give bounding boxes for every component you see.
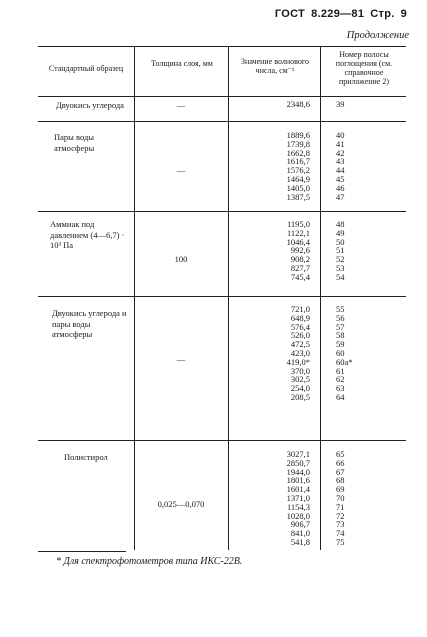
group-separator (38, 440, 406, 441)
substance-label: Пары воды атмосферы (54, 132, 95, 153)
band-number: 50 (336, 236, 345, 247)
wavenumber-value: 1371,0 (286, 492, 310, 503)
wavenumber-value: 908,2 (290, 254, 310, 265)
band-number: 57 (336, 321, 345, 332)
band-list (336, 131, 376, 201)
wavenumber-value: 541,8 (290, 536, 310, 547)
band-list (336, 220, 376, 282)
band-number: 56 (336, 312, 345, 323)
wavenumber-value: 1387,5 (286, 191, 310, 202)
band-number: 74 (336, 528, 345, 539)
band-number: 45 (336, 173, 345, 184)
band-number: 55 (336, 304, 345, 314)
band-number: 61 (336, 365, 345, 376)
band-number: 42 (336, 147, 345, 158)
band-number: 62 (336, 374, 345, 385)
wavenumber-value: 1739,8 (286, 138, 310, 149)
wavenumber-value: 1195,0 (286, 219, 310, 229)
group-separator (38, 296, 406, 297)
group-separator (38, 121, 406, 122)
band-number: 52 (336, 254, 345, 265)
wavenumber-value: 1576,2 (286, 165, 310, 176)
wavenumber-value: 419,0* (286, 356, 310, 367)
standard-label: ГОСТ (274, 8, 306, 20)
band-number: 47 (336, 191, 345, 202)
wavenumber-value: 1405,0 (286, 182, 310, 193)
band-number: 67 (336, 466, 345, 477)
page-header (269, 8, 407, 20)
band-number: 46 (336, 182, 345, 193)
wavenumber-value: 1122,1 (286, 227, 310, 238)
wavenumber-value: 992,6 (290, 245, 310, 256)
band-number: 59 (336, 339, 345, 350)
wavenumber-value: 3027,1 (286, 449, 310, 459)
substance-label: Двуокись углерода (56, 100, 124, 110)
band-number: 48 (336, 219, 345, 229)
footnote: * Для спектрофотометров типа ИКС-22В. (56, 556, 243, 567)
column-header-sample: Стандартный образец (48, 64, 124, 73)
wavenumber-value: 745,4 (290, 271, 310, 282)
page-number: 9 (400, 8, 407, 20)
wavenumber-value: 208,5 (290, 391, 310, 402)
wavenumber-value: 841,0 (290, 528, 310, 539)
wavenumber-list (255, 220, 310, 282)
header-bottom-rule (38, 96, 406, 97)
band-number: 60 (336, 347, 345, 358)
wavenumber-value: 254,0 (290, 383, 310, 394)
band-list (336, 450, 376, 547)
band-number: 60а* (336, 356, 353, 367)
column-header-thickness: Толщина слоя, мм (151, 59, 213, 68)
band-number: 53 (336, 262, 345, 273)
wavenumber-value: 1889,6 (286, 130, 310, 140)
substance-label: Двуокись углерода и пары воды атмосферы (52, 308, 127, 339)
wavenumber-value: 721,0 (290, 304, 310, 314)
band-number: 44 (336, 165, 345, 176)
band-number: 63 (336, 383, 345, 394)
wavenumber-value: 1662,8 (286, 147, 310, 158)
wavenumber-value: 2850,7 (286, 457, 310, 468)
wavenumber-value: 1028,0 (286, 510, 310, 521)
wavenumber-value: 827,7 (290, 262, 310, 273)
wavenumber-list (255, 305, 310, 402)
band-number: 64 (336, 391, 345, 402)
standard-number: 8.229—81 (311, 8, 365, 20)
wavenumber-value: 1616,7 (286, 156, 310, 167)
band-number: 69 (336, 484, 345, 495)
footnote-rule (38, 551, 126, 552)
band-number: 51 (336, 245, 345, 256)
substance-label: Аммиак под давлением (4—6,7) · 10³ Па (50, 219, 125, 250)
wavenumber-value: 423,0 (290, 347, 310, 358)
band-number: 49 (336, 227, 345, 238)
band-number: 39 (336, 99, 345, 109)
band-number: 71 (336, 501, 345, 512)
wavenumber-value: 2348,6 (286, 99, 310, 109)
page-label: Стр. (370, 8, 395, 20)
wavenumber-value: 1046,4 (286, 236, 310, 247)
band-number: 54 (336, 271, 345, 282)
substance-label: Полистирол (64, 452, 108, 462)
wavenumber-value: 1801,6 (286, 475, 310, 486)
band-number: 73 (336, 519, 345, 530)
band-number: 41 (336, 138, 345, 149)
thickness-value: 100 (174, 254, 188, 264)
wavenumber-value: 648,9 (290, 312, 310, 323)
band-number: 70 (336, 492, 345, 503)
wavenumber-value: 302,5 (290, 374, 310, 385)
thickness-value: 0,025—0,070 (157, 499, 205, 509)
column-header-band: Номер полосы поглощения (см. справочное приложение 2) (335, 50, 393, 86)
group-separator (38, 211, 406, 212)
band-number: 66 (336, 457, 345, 468)
wavenumber-value: 1154,3 (286, 501, 310, 512)
band-number: 43 (336, 156, 345, 167)
wavenumber-list (255, 100, 310, 109)
band-number: 72 (336, 510, 345, 521)
wavenumber-value: 1944,0 (286, 466, 310, 477)
wavenumber-list (255, 131, 310, 201)
wavenumber-list (255, 450, 310, 547)
band-number: 65 (336, 449, 345, 459)
wavenumber-value: 1464,9 (286, 173, 310, 184)
band-number: 40 (336, 130, 345, 140)
band-list (336, 100, 376, 109)
wavenumber-value: 1601,4 (286, 484, 310, 495)
wavenumber-value: 370,0 (290, 365, 310, 376)
thickness-value: — (176, 165, 186, 175)
table-top-rule (38, 46, 406, 47)
wavenumber-value: 906,7 (290, 519, 310, 530)
continuation-label: Продолжение (346, 30, 409, 41)
wavenumber-value: 576,4 (290, 321, 310, 332)
band-number: 58 (336, 330, 345, 341)
column-header-wavenumber: Значение волнового числа, см⁻¹ (241, 57, 309, 75)
band-number: 68 (336, 475, 345, 486)
wavenumber-value: 526,0 (290, 330, 310, 341)
wavenumber-value: 472,5 (290, 339, 310, 350)
band-number: 75 (336, 536, 345, 547)
thickness-value: — (176, 354, 186, 364)
thickness-value: — (176, 100, 186, 110)
band-list (336, 305, 376, 402)
